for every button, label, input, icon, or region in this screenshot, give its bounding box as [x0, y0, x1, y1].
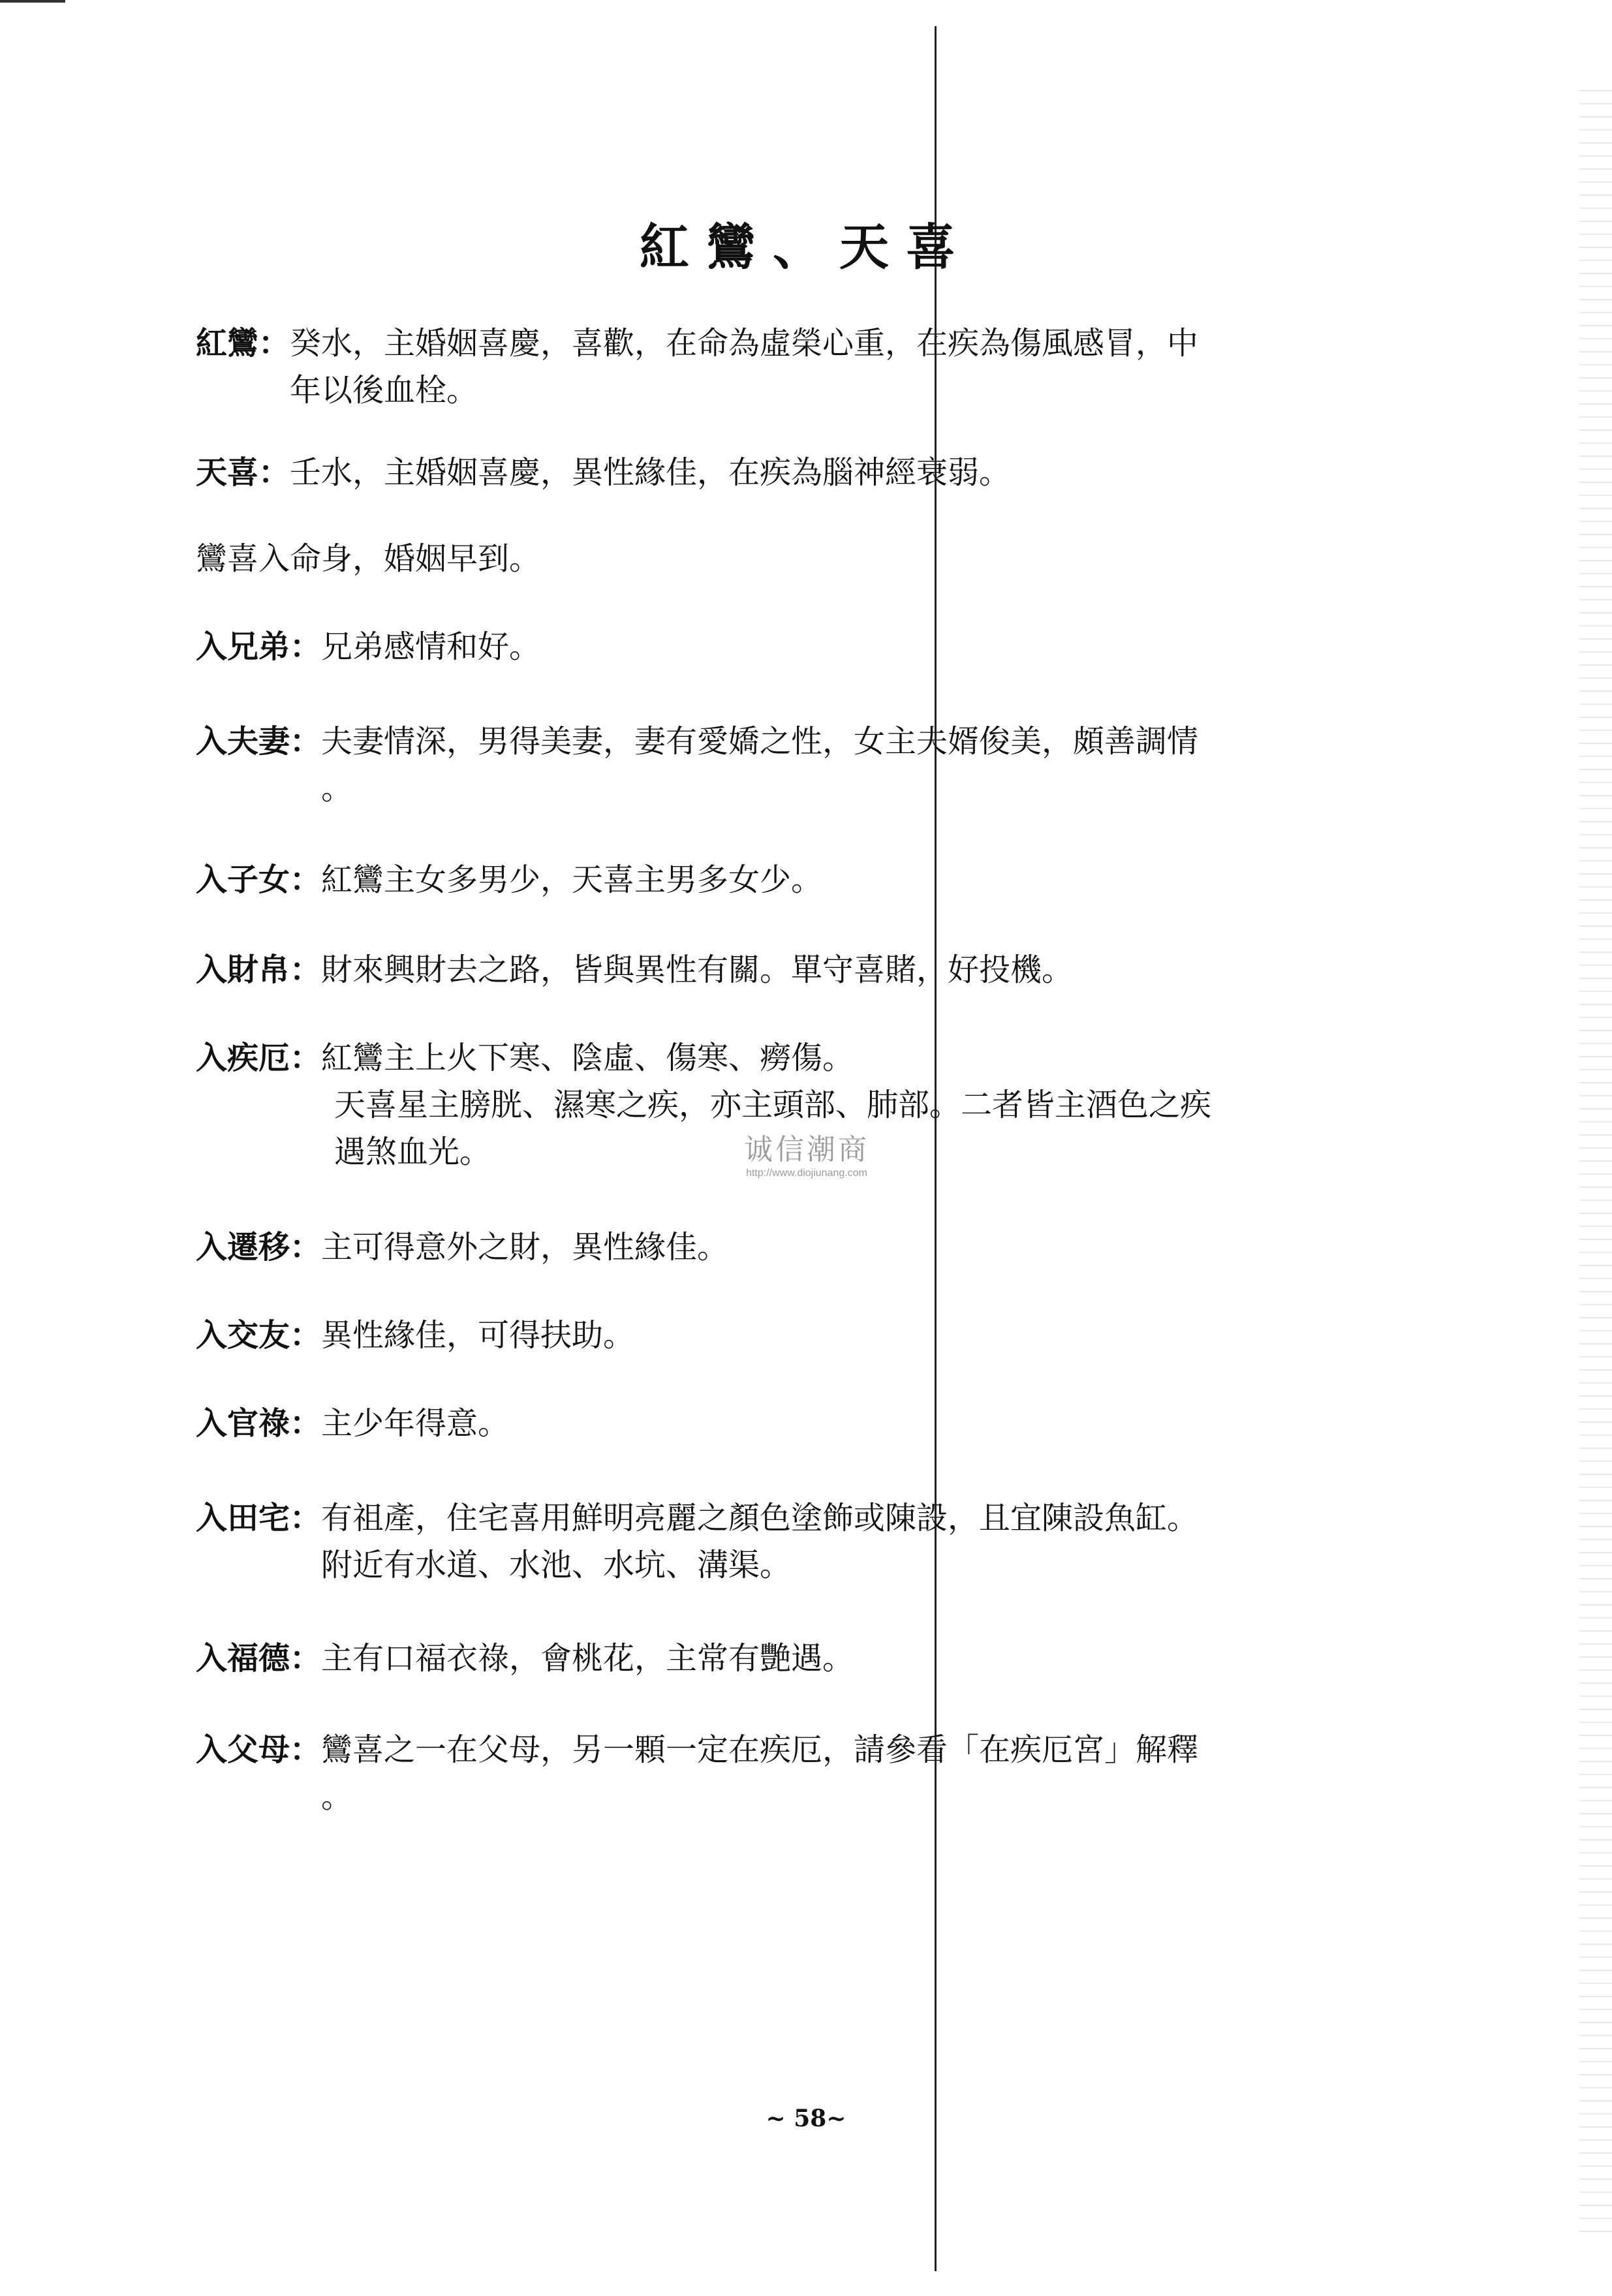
- entry-tianzhai: [196, 1495, 1397, 1589]
- entry-line: 鸞喜之一在父母，另一顆一定在疾厄，請參看「在疾厄宮」解釋: [321, 1731, 1199, 1768]
- entry-tianxi: [196, 449, 1397, 496]
- scan-corner-mark: [0, 0, 65, 3]
- entry-label: 入交友：: [196, 1317, 322, 1354]
- entry-line: 壬水，主婚姻喜慶，異性緣佳，在疾為腦神經衰弱。: [290, 454, 1011, 491]
- entry-label: 入田宅：: [196, 1500, 322, 1536]
- page-number: ~ 58~: [766, 2105, 846, 2132]
- entry-label: 入疾厄：: [196, 1040, 322, 1076]
- entry-label: 入子女：: [196, 861, 322, 898]
- entry-guanlu: [196, 1400, 1397, 1447]
- entry-line: 鸞喜入命身，婚姻早到。: [196, 540, 541, 577]
- entry-text: [321, 856, 1397, 903]
- entry-qianyi: [196, 1224, 1397, 1271]
- entry-line: 主可得意外之財，異性緣佳。: [321, 1229, 729, 1265]
- entry-line: 財來興財去之路，皆與異性有關。單守喜賭，好投機。: [321, 952, 1074, 988]
- entry-label: 天喜：: [196, 454, 290, 491]
- entry-line: 。: [321, 770, 353, 807]
- entry-text: [196, 535, 1397, 582]
- entry-hongluan: [196, 320, 1397, 414]
- entry-text: [321, 1400, 1397, 1447]
- entry-text: [321, 1312, 1397, 1359]
- entry-line: 兄弟感情和好。: [321, 628, 541, 665]
- entry-line: 夫妻情深，男得美妻，妻有愛嬌之性，女主夫婿俊美，頗善調情: [321, 723, 1199, 760]
- entry-label: 入福德：: [196, 1640, 322, 1677]
- entry-text: [321, 1224, 1397, 1271]
- page-title: 紅鸞、天喜: [640, 218, 972, 276]
- entry-text: [321, 623, 1397, 670]
- entry-zinv: [196, 856, 1397, 903]
- entry-label: 入父母：: [196, 1731, 322, 1768]
- scan-edge-noise: [1579, 78, 1612, 2232]
- entry-caibo: [196, 946, 1397, 993]
- entry-line: 異性緣佳，可得扶助。: [321, 1317, 635, 1354]
- watermark: [744, 1126, 869, 1179]
- entry-text: [321, 1635, 1397, 1682]
- entry-line: 遇煞血光。: [334, 1134, 491, 1170]
- entry-text: [321, 1726, 1397, 1820]
- entry-line: 紅鸞主女多男少，天喜主男多女少。: [321, 861, 823, 898]
- entry-text: [290, 320, 1397, 414]
- entry-line: 附近有水道、水池、水坑、溝渠。: [321, 1547, 792, 1583]
- entry-label: 入遷移：: [196, 1229, 322, 1265]
- entry-line: 癸水，主婚姻喜慶，喜歡，在命為虛榮心重，在疾為傷風感冒，中: [290, 325, 1199, 362]
- entry-line: 主有口福衣祿，會桃花，主常有艷遇。: [321, 1640, 854, 1677]
- entry-jiaoyou: [196, 1312, 1397, 1359]
- entry-line: 。: [321, 1778, 353, 1815]
- entry-line: 主少年得意。: [321, 1405, 510, 1442]
- entry-line: 年以後血栓。: [290, 372, 478, 409]
- entry-label: 入夫妻：: [196, 723, 322, 760]
- entry-xiongdi: [196, 623, 1397, 670]
- entry-text: [290, 449, 1397, 496]
- entry-text: [321, 946, 1397, 993]
- entry-label: 入兄弟：: [196, 628, 322, 665]
- entry-line: 天喜星主膀胱、濕寒之疾，亦主頭部、肺部。二者皆主酒色之疾: [334, 1087, 1212, 1123]
- entry-text: [321, 1495, 1397, 1589]
- entry-label: 紅鸞：: [196, 325, 290, 362]
- entry-fumu: [196, 1726, 1397, 1820]
- entry-fuqi: [196, 718, 1397, 812]
- entry-text: [321, 718, 1397, 812]
- entry-fude: [196, 1635, 1397, 1682]
- entry-line: 有祖產，住宅喜用鮮明亮麗之顏色塗飾或陳設，且宜陳設魚缸。: [321, 1500, 1199, 1536]
- entry-line: 紅鸞主上火下寒、陰虛、傷寒、癆傷。: [321, 1040, 854, 1076]
- entry-label: 入官祿：: [196, 1405, 322, 1442]
- entry-label: 入財帛：: [196, 952, 322, 988]
- entry-mingshen: [196, 535, 1397, 582]
- watermark-text: 诚信潮商: [744, 1133, 869, 1166]
- watermark-url: http://www.diojiunang.com: [746, 1168, 867, 1179]
